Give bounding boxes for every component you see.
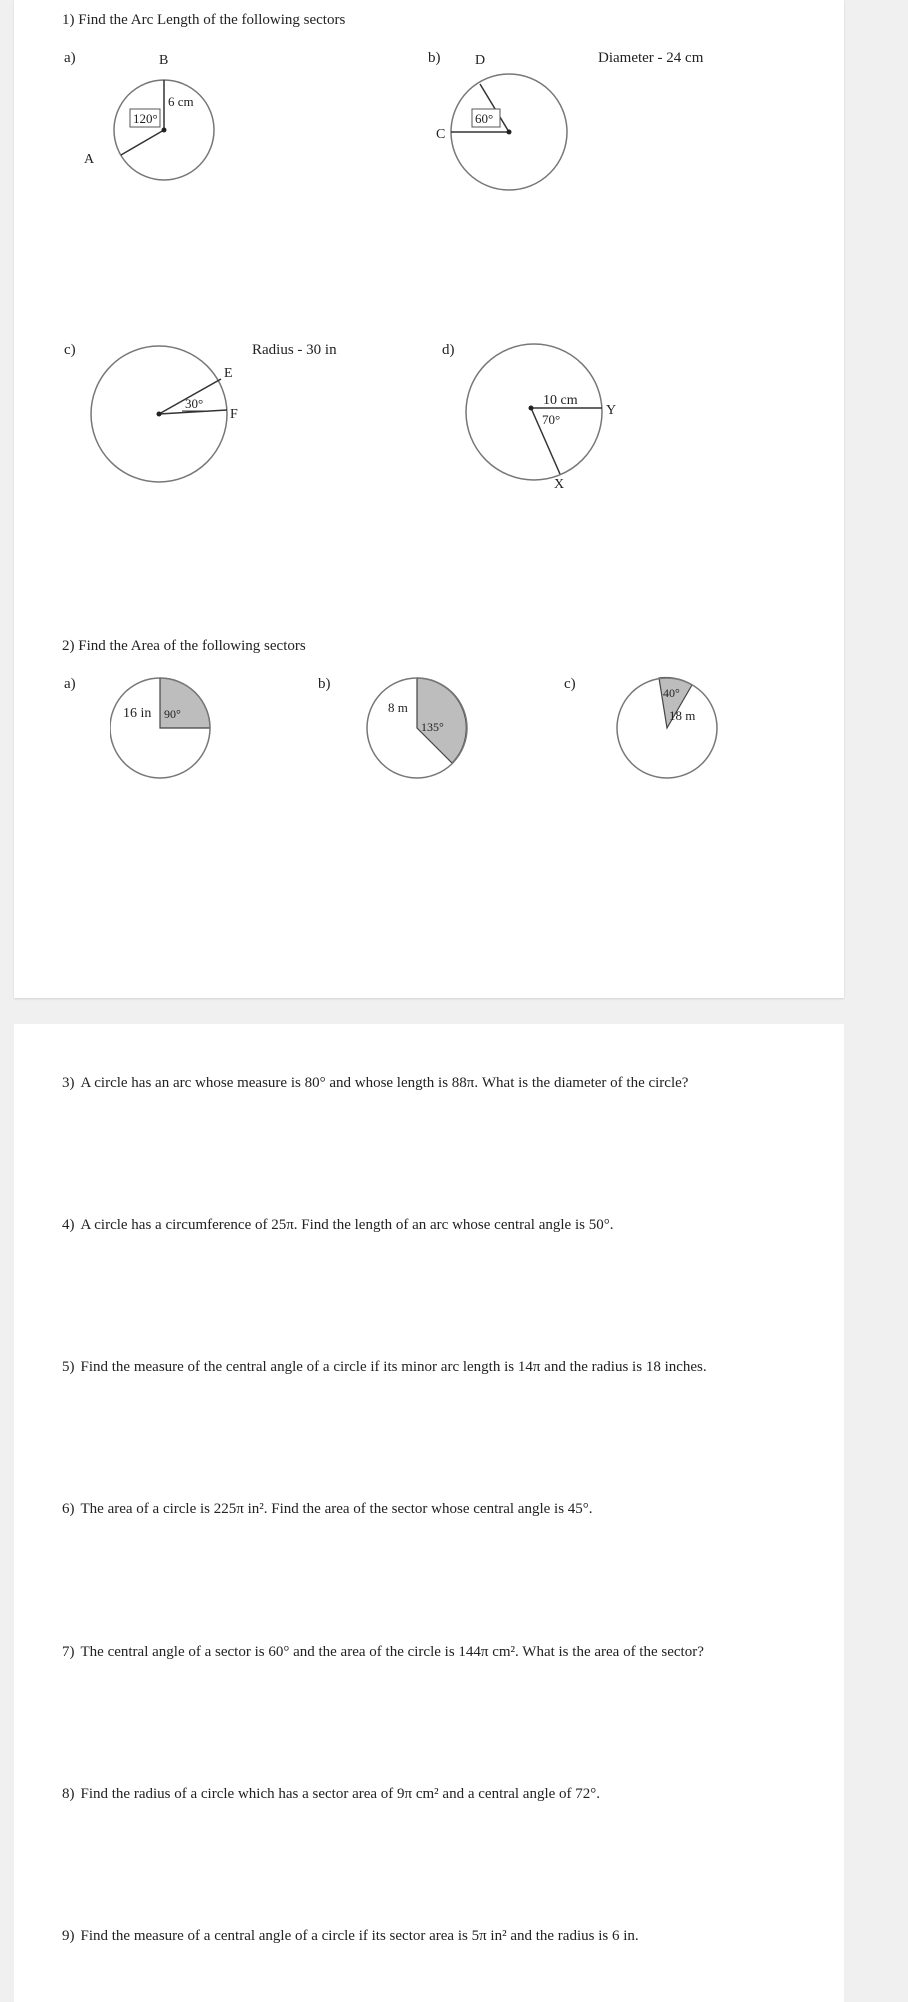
fig2c-radius-label: 18 m (669, 708, 696, 723)
fig1b-point-d: D (475, 53, 486, 68)
question-3-number: 3) (62, 1075, 75, 1091)
question-9-number: 9) (62, 1928, 75, 1944)
fig1a-radius-label: 6 cm (168, 94, 194, 109)
worksheet-page-2 (14, 1024, 844, 2002)
question-5-text: Find the measure of the central angle of a circle if its minor arc length is 14π and the radius is 18 inches. (80, 1359, 707, 1375)
question-6-text: The area of a circle is 225π in². Find the area of the sector whose central angle is 45°. (80, 1501, 593, 1517)
question-7 (62, 1644, 704, 1661)
fig1d-label: d) (442, 342, 455, 358)
fig1c-point-e: E (224, 366, 233, 381)
fig1c-note: Radius - 30 in (252, 342, 337, 358)
fig2b-label: b) (318, 676, 331, 692)
fig2b-diagram (360, 676, 490, 796)
fig1b-diagram (434, 50, 614, 210)
question-9-text: Find the measure of a central angle of a circle if its sector area is 5π in² and the radius is 6 in. (80, 1928, 639, 1944)
fig1c-center (157, 412, 162, 417)
fig1b-note: Diameter - 24 cm (598, 50, 704, 66)
fig2a-diagram (110, 676, 240, 796)
question-6-number: 6) (62, 1501, 75, 1517)
fig2c-label: c) (564, 676, 576, 692)
section1-title: 1) Find the Arc Length of the following sectors (62, 12, 346, 28)
question-5 (62, 1359, 707, 1376)
fig2a-radius-label: 16 in (123, 706, 152, 721)
fig1c-diagram (74, 340, 274, 490)
fig1b-point-c: C (436, 127, 446, 142)
question-8 (62, 1786, 600, 1803)
fig1a-angle-label: 120° (133, 111, 158, 126)
fig1d-circle (466, 344, 602, 480)
fig1a-point-b: B (159, 53, 169, 68)
fig2b-radius-label: 8 m (388, 700, 408, 715)
fig1a-diagram (64, 50, 264, 210)
question-5-number: 5) (62, 1359, 75, 1375)
fig1c-angle-label: 30° (185, 396, 204, 411)
fig2c-angle-label: 40° (663, 686, 680, 700)
question-4-number: 4) (62, 1217, 75, 1233)
fig2b-angle-label: 135° (421, 720, 444, 734)
fig1d-point-y: Y (606, 403, 617, 418)
question-4-text: A circle has a circumference of 25π. Find the length of an arc whose central angle is 50°. (80, 1217, 614, 1233)
fig1d-diagram (454, 336, 644, 496)
fig1a-radius-a (121, 130, 164, 155)
fig1d-angle-label: 70° (542, 412, 561, 427)
question-4 (62, 1217, 613, 1234)
question-8-text: Find the radius of a circle which has a sector area of 9π cm² and a central angle of 72°. (80, 1786, 601, 1802)
question-3 (62, 1075, 688, 1092)
fig1b-center (507, 130, 512, 135)
fig1a-point-a: A (84, 152, 95, 167)
question-3-text: A circle has an arc whose measure is 80° and whose length is 88π. What is the diameter of the circle? (80, 1075, 689, 1091)
fig2a-label: a) (64, 676, 76, 692)
question-7-text: The central angle of a sector is 60° and the area of the circle is 144π cm². What is the area of the sector? (80, 1644, 704, 1660)
fig1d-radius-label: 10 cm (543, 393, 578, 408)
question-8-number: 8) (62, 1786, 75, 1802)
fig1d-point-x: X (554, 477, 565, 492)
fig1d-center (529, 406, 534, 411)
question-7-number: 7) (62, 1644, 75, 1660)
fig2c-diagram (612, 676, 742, 796)
fig1a-center (162, 128, 167, 133)
section2-title: 2) Find the Area of the following sectors (62, 638, 306, 654)
fig1c-label: c) (64, 342, 76, 358)
question-9 (62, 1928, 639, 1945)
fig1a-label: a) (64, 50, 76, 66)
worksheet-page-1 (14, 0, 844, 998)
fig1b-angle-label: 60° (475, 111, 494, 126)
fig1c-point-f: F (230, 407, 238, 422)
question-6 (62, 1501, 593, 1518)
fig2a-angle-label: 90° (164, 707, 181, 721)
fig1b-label: b) (428, 50, 441, 66)
